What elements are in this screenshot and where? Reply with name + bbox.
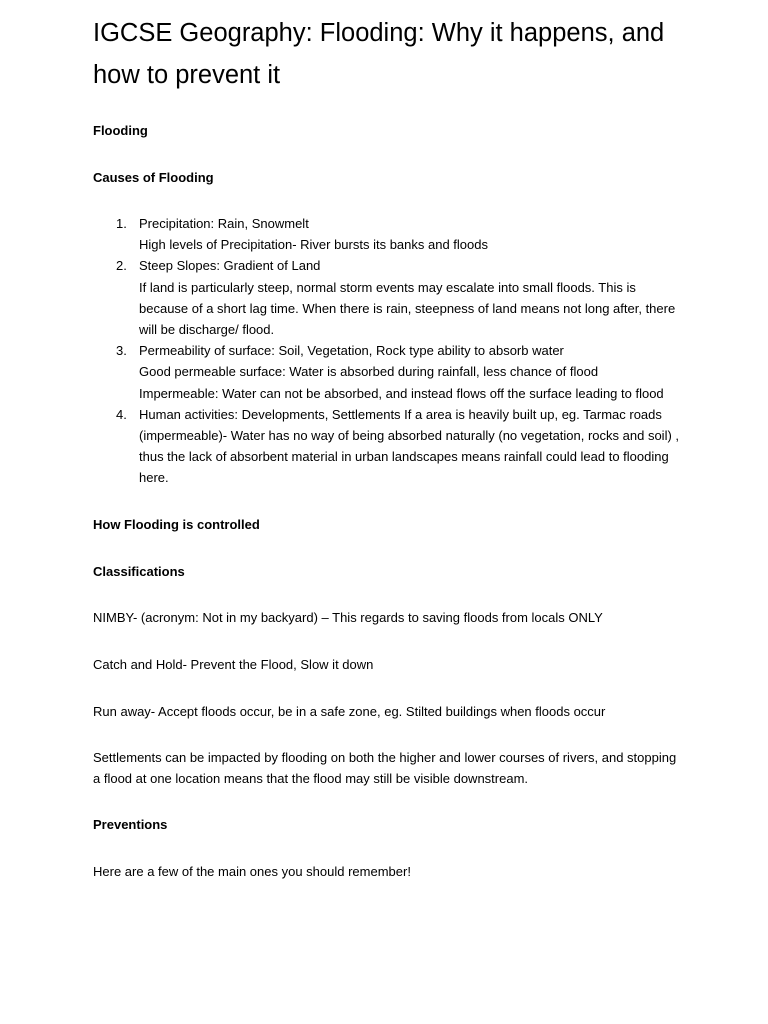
- list-item: [93, 213, 683, 255]
- list-item-number: 3.: [116, 343, 127, 359]
- list-item-text: Human activities: Developments, Settlements If a area is heavily built up, eg. Tarmac roads (impermeable)- Water has no way of being absorbed naturally (no vegetation, rocks and soil) , thus the lack of absorbent material in urban landscapes means rainfall could lead to flooding here.: [139, 406, 680, 486]
- preventions-intro: Here are a few of the main ones you should remember!: [93, 864, 411, 879]
- list-item-number: 4.: [116, 406, 127, 422]
- list-item-text: Impermeable: Water can not be absorbed, and instead flows off the surface leading to flood: [139, 385, 664, 401]
- list-item-text: If land is particularly steep, normal storm events may escalate into small floods. This is because of a short lag time. When there is rain, steepness of land means not long after, there will be discharge/ flood.: [139, 279, 676, 338]
- list-item-number: 2.: [116, 258, 127, 274]
- heading-how-flooding-is-controlled: How Flooding is controlled: [93, 517, 260, 532]
- list-item: [93, 404, 683, 489]
- document-title: IGCSE Geography: Flooding: Why it happens, and how to prevent it: [93, 19, 665, 89]
- list-item: [93, 255, 683, 340]
- heading-classifications: Classifications: [93, 564, 185, 579]
- list-item-number: 1.: [116, 216, 127, 231]
- settlements-paragraph: Settlements can be impacted by flooding on both the higher and lower courses of rivers, and stopping a flood at one location means that the flood may still be visible downstream.: [93, 750, 677, 786]
- catch-and-hold-paragraph: Catch and Hold- Prevent the Flood, Slow it down: [93, 657, 374, 672]
- list-item-text: High levels of Precipitation- River bursts its banks and floods: [139, 237, 488, 253]
- list-item-text: Permeability of surface: Soil, Vegetation, Rock type ability to absorb water: [139, 343, 564, 359]
- nimby-paragraph: NIMBY- (acronym: Not in my backyard) – This regards to saving floods from locals ONLY: [93, 610, 603, 625]
- heading-preventions: Preventions: [93, 817, 168, 832]
- run-away-paragraph: Run away- Accept floods occur, be in a safe zone, eg. Stilted buildings when floods occur: [93, 704, 606, 719]
- list-item-text: Good permeable surface: Water is absorbed during rainfall, less chance of flood: [139, 364, 599, 380]
- causes-list: [93, 213, 683, 489]
- list-item-text: Precipitation: Rain, Snowmelt: [139, 216, 309, 231]
- heading-causes-of-flooding: Causes of Flooding: [93, 170, 214, 185]
- heading-flooding: Flooding: [93, 123, 148, 138]
- list-item: [93, 340, 683, 404]
- list-item-text: Steep Slopes: Gradient of Land: [139, 258, 321, 274]
